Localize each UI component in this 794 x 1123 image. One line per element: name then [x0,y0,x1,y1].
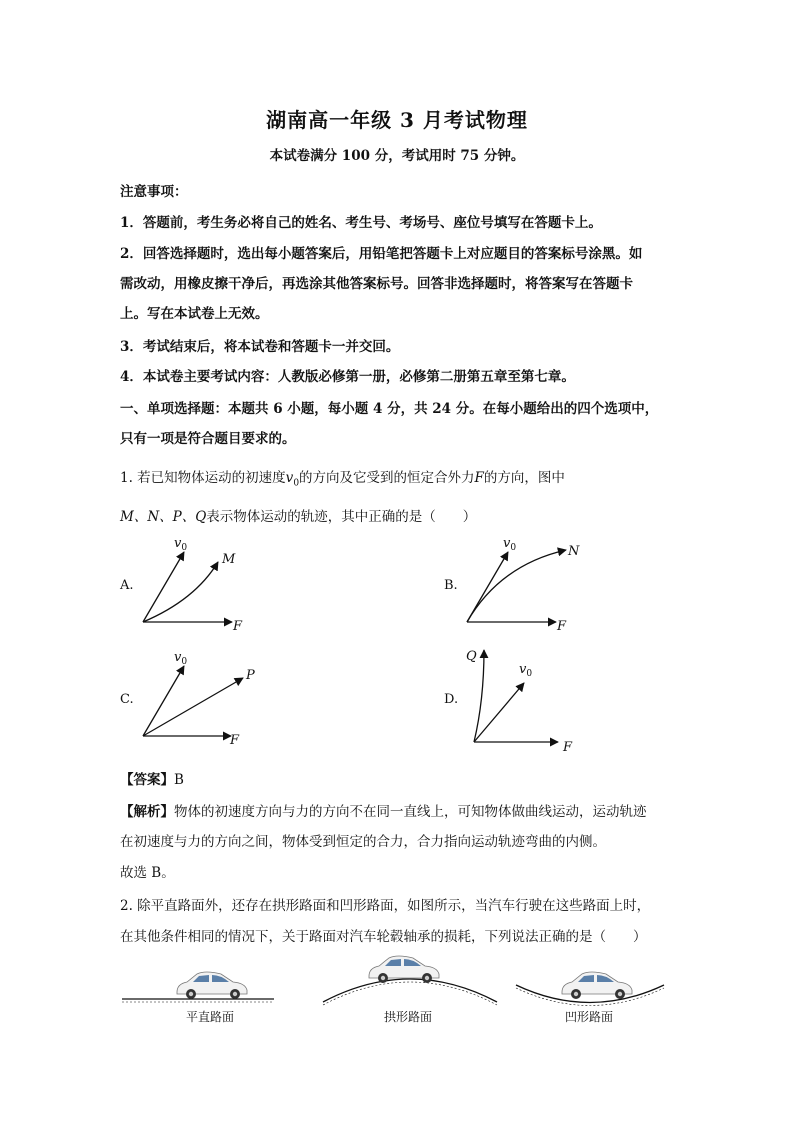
F-symbol: F [474,470,484,486]
section-heading-line-2: 只有一项是符合题目要求的。 [120,431,296,447]
road-flat [122,999,274,1002]
trajectory-curve [143,562,218,622]
curve-label: P [246,668,255,683]
note-line-2: 2．回答选择题时，选出每小题答案后，用铅笔把答题卡上对应题目的答案标号涂黑。如 [120,246,643,262]
F-label: F [557,619,567,634]
option-a-label: A. [120,578,134,593]
F-label: F [233,619,243,634]
option-b-label: B. [444,578,458,593]
q1-conclusion: 故选 B。 [120,865,175,881]
curve-label: M [222,552,236,567]
note-line-4: 上。写在本试卷上无效。 [120,306,269,322]
road-label-arch: 拱形路面 [384,1010,433,1024]
curve-label: N [568,544,580,559]
v0-label: $v_0$ [519,662,533,679]
note-line-5: 3．考试结束后，将本试卷和答题卡一并交回。 [120,339,400,355]
diagram-d [466,649,573,755]
analysis-label: 【解析】 [120,804,174,820]
q1-answer [120,768,184,788]
diagram-c [143,650,255,748]
page-title: 湖南高一年级 3 月考试物理 [266,108,528,132]
q1-analysis-line-1 [120,800,647,820]
trajectory-curve [467,550,566,622]
question-2-stem-line-1: 2. 除平直路面外，还存在拱形路面和凹形路面，如图所示，当汽车行驶在这些路面上时， [120,898,651,914]
q1-prefix: 1. 若已知物体运动的初速度 [120,470,286,486]
option-d-label: D. [444,692,459,707]
note-line-1: 1．答题前，考生务必将自己的姓名、考生号、考场号、座位号填写在答题卡上。 [120,215,602,231]
analysis-text-1: 物体的初速度方向与力的方向不在同一直线上，可知物体做曲线运动，运动轨迹 [174,804,647,820]
question-2-stem-line-2: 在其他条件相同的情况下，关于路面对汽车轮毂轴承的损耗，下列说法正确的是（ ） [120,929,647,945]
answer-label: 【答案】 [120,772,174,788]
v0-label: $v_0$ [174,536,188,553]
q1-analysis-line-2: 在初速度与力的方向之间，物体受到恒定的合力，合力指向运动轨迹弯曲的内侧。 [120,834,606,850]
v0-symbol: $v_0$ [285,470,300,489]
road-label-flat: 平直路面 [186,1010,235,1024]
trajectory-line [143,678,243,736]
note-line-6: 4．本试卷主要考试内容：人教版必修第一册，必修第二册第五章至第七章。 [120,369,575,385]
v0-label: $v_0$ [503,536,517,553]
q1-suffix: 的方向，图中 [483,470,565,486]
notes-heading: 注意事项： [120,184,188,200]
diagram-b [467,536,580,634]
section-heading-line-1: 一、单项选择题：本题共 6 小题，每小题 4 分，共 24 分。在每小题给出的四个选项中， [120,401,659,417]
car-icon [177,972,247,999]
road-label-concave: 凹形路面 [565,1010,614,1024]
answer-value: B [174,772,184,788]
q1-line2-text: 表示物体运动的轨迹，其中正确的是（ ） [206,509,477,525]
note-line-3: 需改动，用橡皮擦干净后，再选涂其他答案标号。回答非选择题时，将答案写在答题卡 [120,276,633,292]
page-subtitle: 本试卷满分 100 分，考试用时 75 分钟。 [269,148,525,164]
curve-letters: M、N、P、Q [120,509,207,525]
curve-label: Q [466,649,477,664]
F-label: F [230,733,240,748]
diagram-a [143,536,243,634]
F-label: F [563,740,573,755]
q1-mid: 的方向及它受到的恒定合外力 [299,470,475,486]
velocity-arrow [143,666,184,736]
road-arch [323,979,497,1005]
option-c-label: C. [120,692,134,707]
v0-label: $v_0$ [174,650,188,667]
car-icon [562,972,632,999]
